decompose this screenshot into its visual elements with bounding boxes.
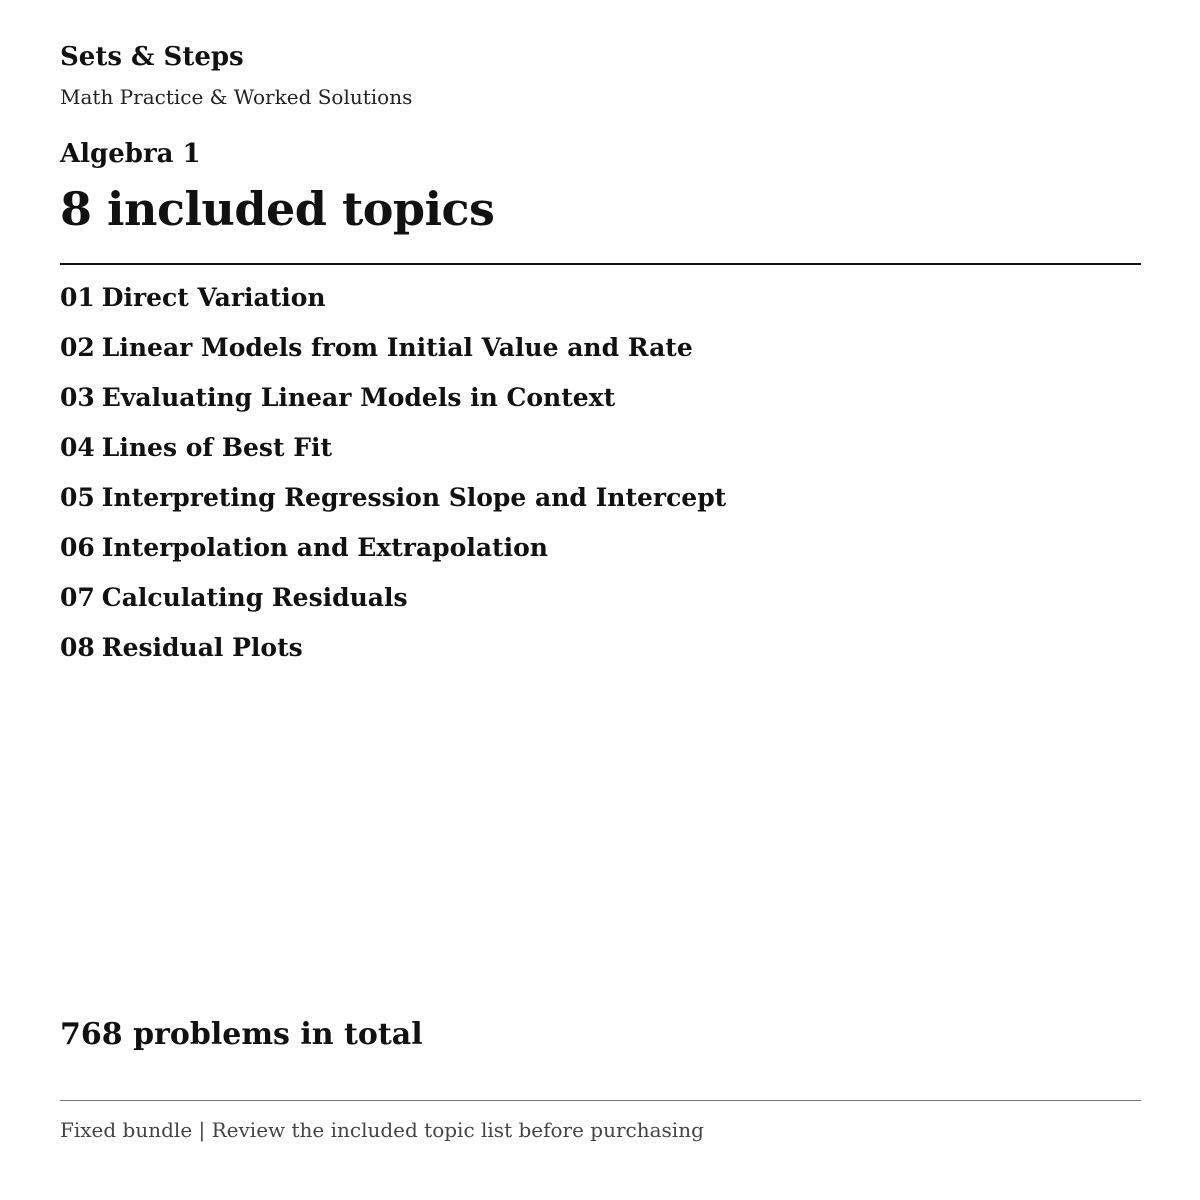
topic-number: 03 <box>60 383 95 412</box>
topic-number: 01 <box>60 283 95 312</box>
topic-item <box>60 580 726 630</box>
topic-number: 02 <box>60 333 95 362</box>
brand-tagline: Math Practice & Worked Solutions <box>60 85 413 109</box>
topic-number: 08 <box>60 633 95 662</box>
product-page <box>60 0 1141 1200</box>
topic-item <box>60 430 726 480</box>
topic-item <box>60 280 726 330</box>
topic-number: 05 <box>60 483 95 512</box>
topic-title: Interpreting Regression Slope and Intercept <box>101 483 727 512</box>
topic-title: Direct Variation <box>101 283 326 312</box>
page-title: 8 included topics <box>60 182 495 236</box>
topic-title: Evaluating Linear Models in Context <box>101 383 616 412</box>
topic-title: Calculating Residuals <box>101 583 408 612</box>
problem-total: 768 problems in total <box>60 1017 423 1052</box>
topic-item <box>60 380 726 430</box>
topic-title: Linear Models from Initial Value and Rate <box>101 333 693 362</box>
topic-item <box>60 630 726 680</box>
topic-number: 06 <box>60 533 95 562</box>
topic-item <box>60 330 726 380</box>
topic-list <box>60 280 726 680</box>
brand-name: Sets & Steps <box>60 42 244 72</box>
topic-title: Residual Plots <box>101 633 303 662</box>
footer-note: Fixed bundle | Review the included topic list before purchasing <box>60 1118 704 1142</box>
topic-title: Interpolation and Extrapolation <box>101 533 548 562</box>
topic-title: Lines of Best Fit <box>101 433 333 462</box>
topic-number: 04 <box>60 433 95 462</box>
course-name: Algebra 1 <box>60 139 201 169</box>
topic-item <box>60 480 726 530</box>
footer-divider <box>60 1100 1141 1101</box>
header-divider <box>60 263 1141 265</box>
topic-number: 07 <box>60 583 95 612</box>
topic-item <box>60 530 726 580</box>
